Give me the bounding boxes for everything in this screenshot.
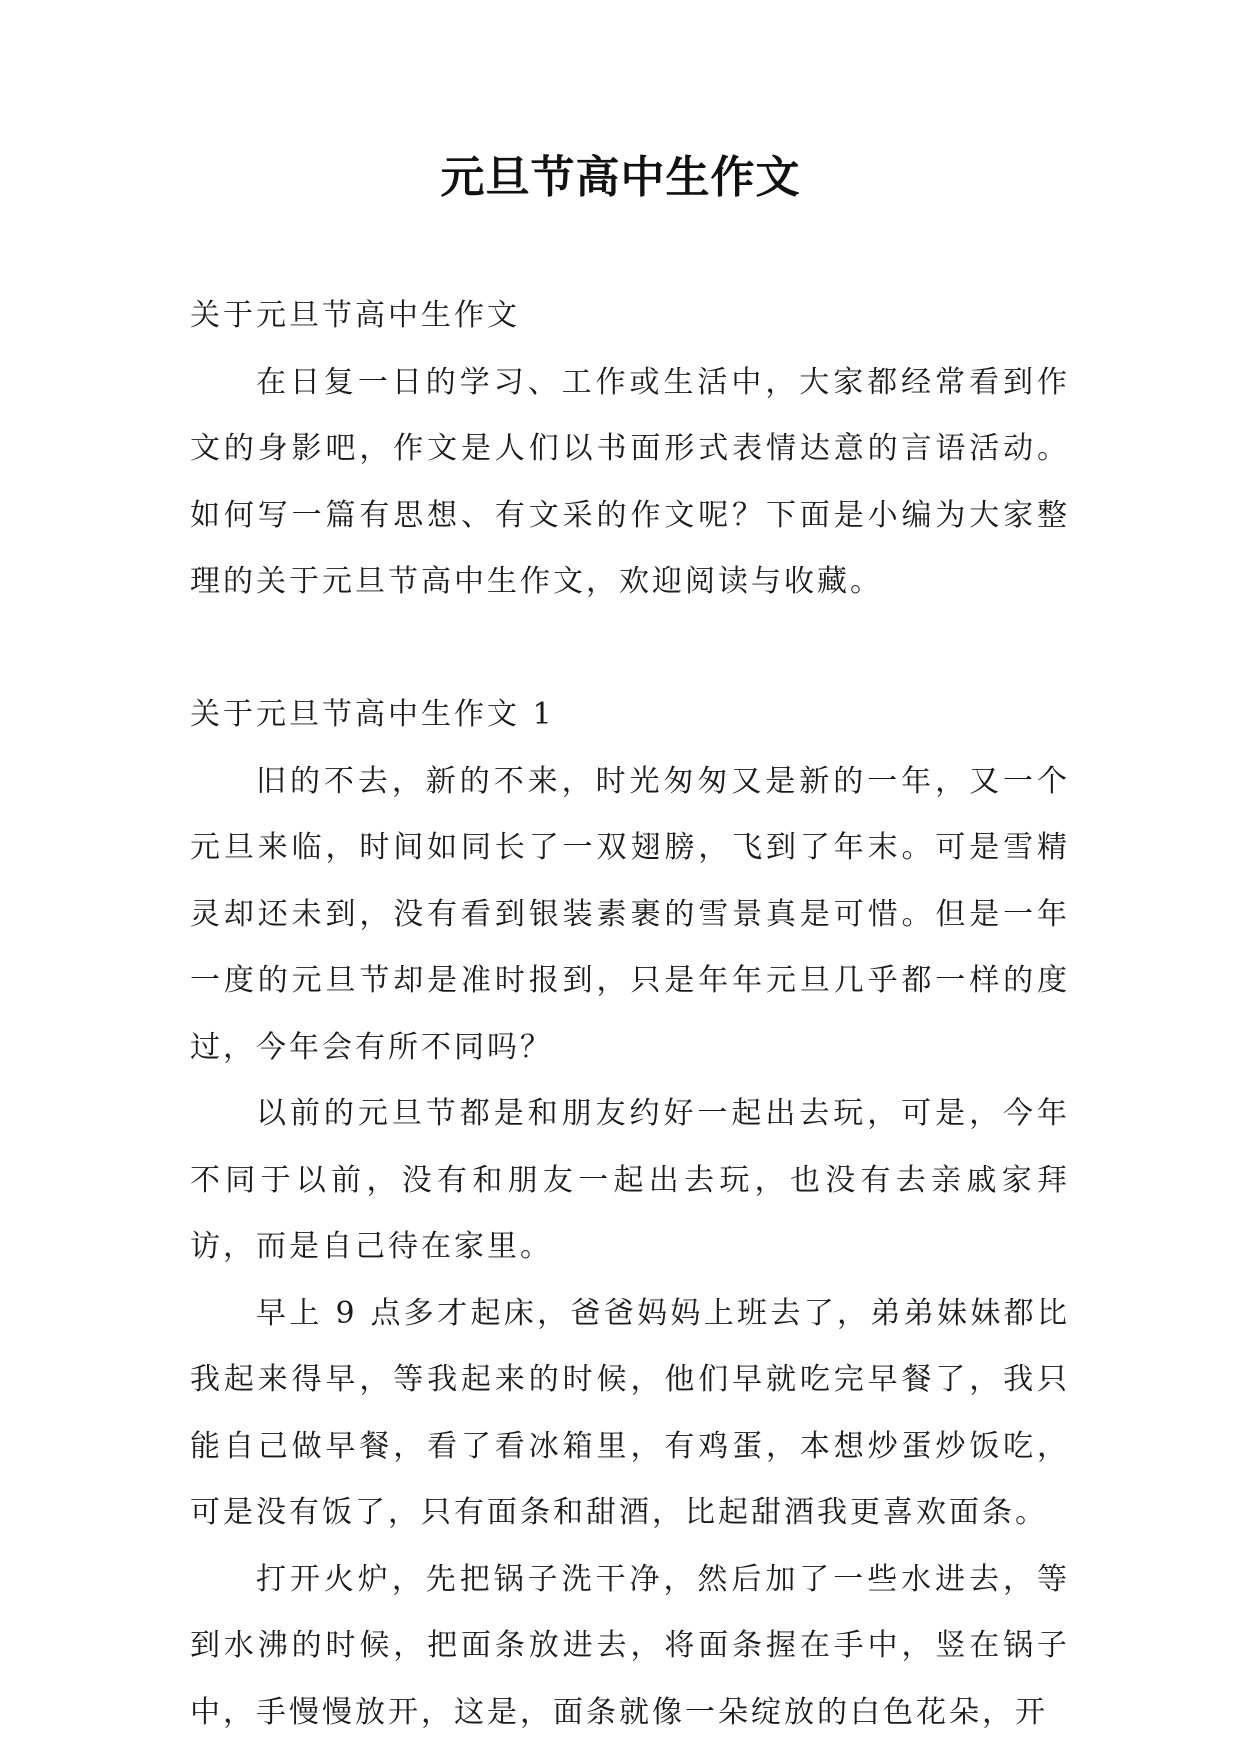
document-body [190, 283, 1070, 1746]
section1-paragraph-4: 打开火炉，先把锅子洗干净，然后加了一些水进去，等到水沸的时候，把面条放进去，将面条握在手中，竖在锅子中，手慢慢放开，这是，面条就像一朵绽放的白色花朵，开 [190, 1561, 1070, 1730]
section1-paragraph-1: 旧的不去，新的不来，时光匆匆又是新的一年，又一个元旦来临，时间如同长了一双翅膀，飞到了年末。可是雪精灵却还未到，没有看到银装素裹的雪景真是可惜。但是一年一度的元旦节却是准时报到，只是年年元旦几乎都一样的度过，今年会有所不同吗？ [190, 763, 1070, 1065]
section1-paragraph-3: 早上 9 点多才起床，爸爸妈妈上班去了，弟弟妹妹都比我起来得早，等我起来的时候，他们早就吃完早餐了，我只能自己做早餐，看了看冰箱里，有鸡蛋，本想炒蛋炒饭吃，可是没有饭了，只有面条和甜酒，比起甜酒我更喜欢面条。 [190, 1295, 1070, 1530]
section1-heading: 关于元旦节高中生作文 1 [190, 697, 555, 732]
intro-paragraph: 在日复一日的学习、工作或生活中，大家都经常看到作文的身影吧，作文是人们以书面形式表情达意的言语活动。如何写一篇有思想、有文采的作文呢？下面是小编为大家整理的关于元旦节高中生作文，欢迎阅读与收藏。 [190, 364, 1070, 599]
section-spacer [190, 616, 1070, 683]
document-title: 元旦节高中生作文 [440, 152, 801, 203]
section1-paragraph-2: 以前的元旦节都是和朋友约好一起出去玩，可是，今年不同于以前，没有和朋友一起出去玩，也没有去亲戚家拜访，而是自己待在家里。 [190, 1096, 1070, 1264]
intro-heading: 关于元旦节高中生作文 [190, 298, 520, 333]
